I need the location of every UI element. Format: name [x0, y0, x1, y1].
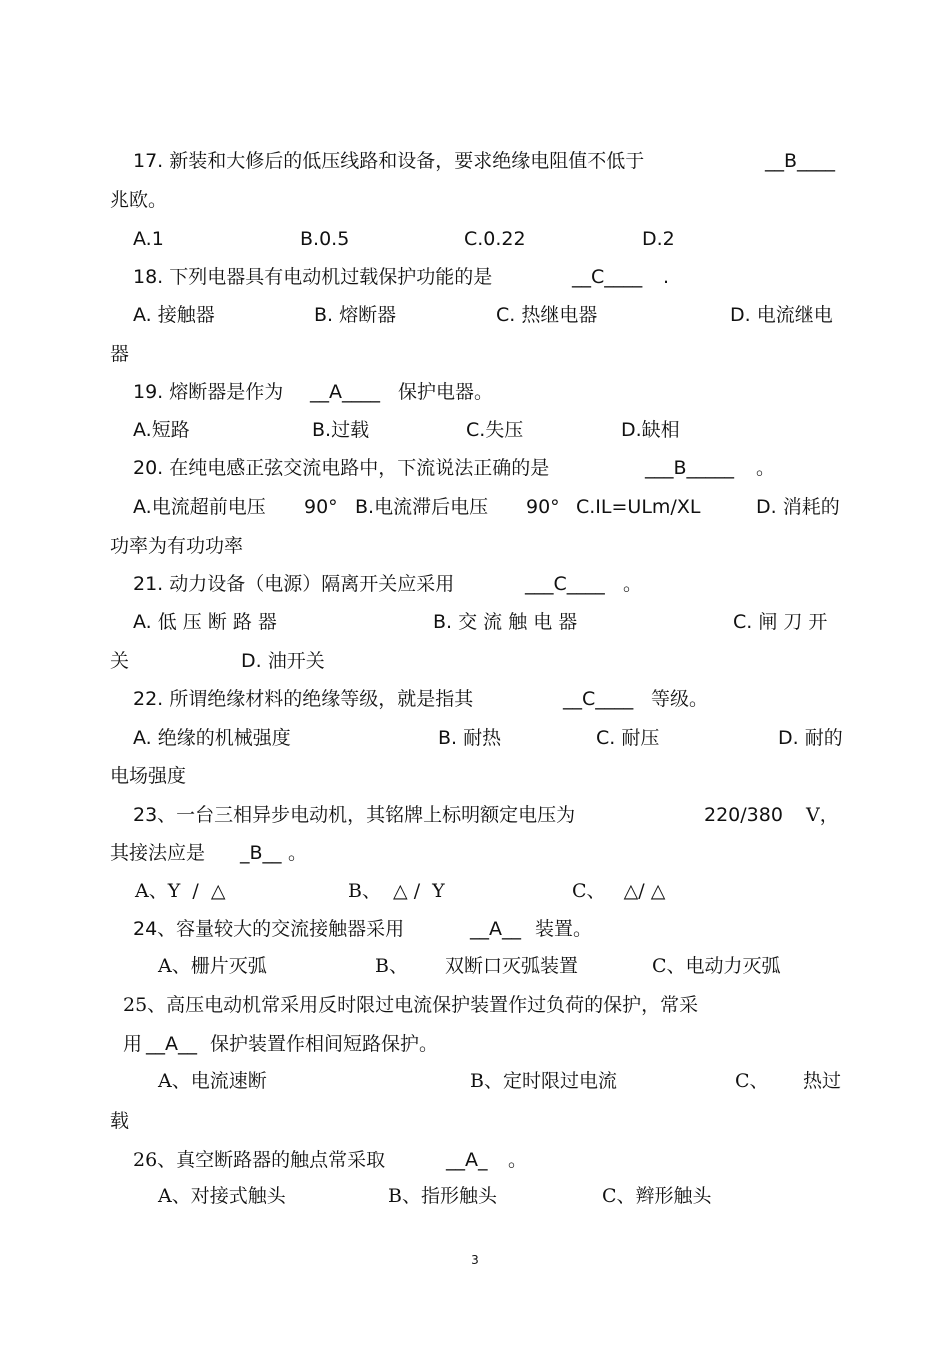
q18-stem: 18. 下列电器具有电动机过载保护功能的是	[133, 266, 493, 288]
q20-stem: 20. 在纯电感正弦交流电路中，下流说法正确的是	[133, 457, 550, 479]
q22-stem: 22. 所谓绝缘材料的绝缘等级，就是指其	[133, 688, 474, 710]
q18-option-b: B. 熔断器	[314, 304, 397, 326]
q23-answer: _B__	[240, 842, 282, 864]
q17-option-b: B.0.5	[300, 228, 350, 250]
q24-option-c: C、电动力灭弧	[652, 955, 781, 977]
q25-answer: __A__	[146, 1033, 197, 1055]
q19-tail: 保护电器。	[398, 381, 494, 403]
q21-option-a: A. 低 压 断 路 器	[133, 611, 277, 633]
q20-option-a-angle: 90°	[304, 496, 338, 518]
q17-answer: __B____	[765, 150, 836, 172]
q18-option-d-continued: 器	[110, 343, 130, 365]
q17-stem-continued: 兆欧。	[110, 189, 168, 211]
q19-option-c: C.失压	[466, 419, 524, 441]
q22-option-b: B. 耐热	[438, 727, 502, 749]
q26-answer: __A_	[446, 1149, 488, 1171]
q25-tail: 保护装置作相间短路保护。	[210, 1033, 439, 1055]
q24-option-b-text: 双断口灭弧装置	[445, 955, 579, 977]
q20-option-c: C.IL=ULm/XL	[576, 496, 701, 518]
q19-stem: 19. 熔断器是作为	[133, 381, 284, 403]
q19-option-b: B.过载	[312, 419, 370, 441]
q18-option-c: C. 热继电器	[496, 304, 598, 326]
q18-answer: __C____	[572, 266, 643, 288]
q22-option-d: D. 耐的	[778, 727, 843, 749]
q23-option-c: C、 △/ △	[572, 880, 666, 902]
q21-tail: 。	[623, 573, 643, 595]
q23-voltage: 220/380	[704, 804, 783, 826]
q21-option-b: B. 交 流 触 电 器	[433, 611, 578, 633]
q26-option-a: A、对接式触头	[158, 1185, 286, 1207]
q18-option-a: A. 接触器	[133, 304, 215, 326]
q25-stem-prefix: 用	[123, 1033, 143, 1055]
q20-option-b: B.电流滞后电压	[355, 496, 489, 518]
q25-option-c-continued: 载	[110, 1110, 130, 1132]
q26-stem: 26、真空断路器的触点常采取	[133, 1149, 386, 1171]
q20-answer: ___B_____	[645, 457, 735, 479]
q23-option-b: B、 △ / Y	[348, 880, 445, 902]
q22-option-a: A. 绝缘的机械强度	[133, 727, 291, 749]
q18-option-d: D. 电流继电	[730, 304, 833, 326]
q24-answer: __A__	[470, 918, 521, 940]
page-number: 3	[471, 1253, 479, 1267]
q20-tail: 。	[756, 457, 776, 479]
q26-option-c: C、辫形触头	[602, 1185, 712, 1207]
q26-option-b: B、指形触头	[388, 1185, 497, 1207]
q18-tail: .	[663, 266, 670, 288]
q21-option-c: C. 闸 刀 开	[733, 611, 828, 633]
q26-tail: 。	[508, 1149, 528, 1171]
q17-option-c: C.0.22	[464, 228, 526, 250]
q20-option-d-continued: 功率为有功功率	[110, 535, 244, 557]
q17-stem: 17. 新装和大修后的低压线路和设备，要求绝缘电阻值不低于	[133, 150, 645, 172]
q23-stem-continued: 其接法应是	[110, 842, 206, 864]
q24-tail: 装置。	[535, 918, 593, 940]
q20-option-d: D. 消耗的	[756, 496, 840, 518]
q20-option-a: A.电流超前电压	[133, 496, 266, 518]
q22-tail: 等级。	[651, 688, 709, 710]
q25-option-a: A、电流速断	[158, 1070, 267, 1092]
q23-stem: 23、一台三相异步电动机，其铭牌上标明额定电压为	[133, 804, 576, 826]
q25-option-c-text: 热过	[803, 1070, 842, 1092]
q24-option-a: A、栅片灭弧	[158, 955, 267, 977]
q19-option-d: D.缺相	[621, 419, 680, 441]
q19-answer: __A____	[310, 381, 380, 403]
q24-option-b: B、	[375, 955, 408, 977]
q21-stem: 21. 动力设备（电源）隔离开关应采用	[133, 573, 455, 595]
q22-option-c: C. 耐压	[596, 727, 660, 749]
q17-option-a: A.1	[133, 228, 164, 250]
q25-stem: 25、高压电动机常采用反时限过电流保护装置作过负荷的保护，常采	[123, 994, 699, 1016]
q22-option-d-continued: 电场强度	[110, 765, 187, 787]
q17-option-d: D.2	[642, 228, 675, 250]
q25-option-b: B、定时限过电流	[470, 1070, 617, 1092]
q19-option-a: A.短路	[133, 419, 190, 441]
q21-option-c-continued: 关	[110, 650, 130, 672]
q23-tail: 。	[288, 842, 308, 864]
q23-unit: V，	[806, 804, 839, 826]
q22-answer: __C____	[563, 688, 634, 710]
q21-option-d: D. 油开关	[241, 650, 325, 672]
q20-option-b-angle: 90°	[526, 496, 560, 518]
q24-stem: 24、容量较大的交流接触器采用	[133, 918, 405, 940]
q23-option-a: A、Y / △	[135, 880, 226, 902]
q25-option-c: C、	[735, 1070, 769, 1092]
q21-answer: ___C____	[525, 573, 605, 595]
